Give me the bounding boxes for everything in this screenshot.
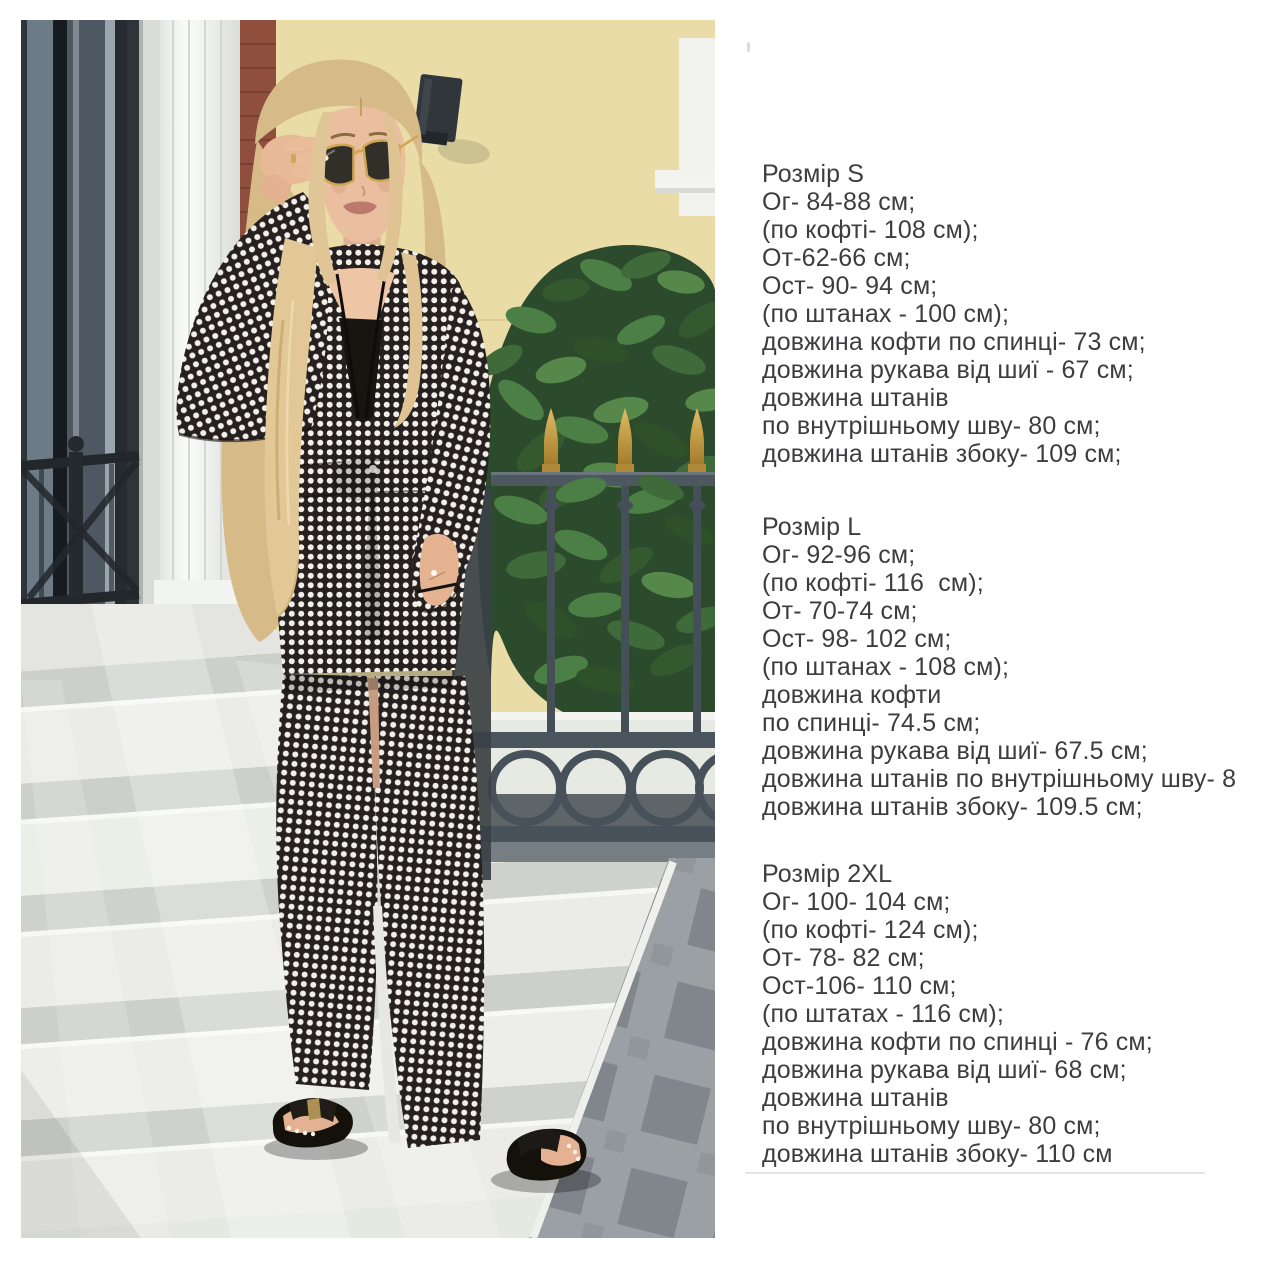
size-line: по внутрішньому шву- 80 см; bbox=[762, 1112, 1101, 1140]
size-line: довжина штанів збоку- 109 см; bbox=[762, 440, 1122, 468]
size-line: Ост- 90- 94 см; bbox=[762, 272, 938, 300]
size-line: Ост-106- 110 см; bbox=[762, 972, 957, 1000]
size-line: довжина штанів збоку- 109.5 см; bbox=[762, 793, 1143, 821]
size-line: (по штанах - 100 см); bbox=[762, 300, 1010, 328]
product-photo bbox=[21, 20, 715, 1238]
size-block-s bbox=[762, 160, 1280, 468]
size-title: Розмір L bbox=[762, 513, 862, 541]
size-line: довжина штанів по внутрішньому шву- 8 bbox=[762, 765, 1237, 793]
size-chart bbox=[762, 160, 1280, 1168]
size-line: довжина кофти по спинці- 73 см; bbox=[762, 328, 1146, 356]
belt-buckle bbox=[369, 465, 377, 473]
size-line: Ог- 84-88 см; bbox=[762, 188, 916, 216]
size-line: (по штанах - 108 см); bbox=[762, 653, 1010, 681]
size-line: (по штатах - 116 см); bbox=[762, 1000, 1004, 1028]
size-block-l bbox=[762, 513, 1280, 821]
planter bbox=[491, 712, 715, 828]
size-title: Розмір 2XL bbox=[762, 860, 893, 888]
left-sandal bbox=[273, 1098, 353, 1148]
size-title: Розмір S bbox=[762, 160, 865, 188]
size-line: довжина рукава від шиї - 67 см; bbox=[762, 356, 1134, 384]
size-line: (по кофті- 116 см); bbox=[762, 569, 984, 597]
size-line: Ост- 98- 102 см; bbox=[762, 625, 952, 653]
size-line: довжина рукава від шиї- 67.5 см; bbox=[762, 737, 1148, 765]
size-line: От- 78- 82 см; bbox=[762, 944, 925, 972]
size-line: довжина штанів bbox=[762, 384, 949, 412]
photo-illustration bbox=[21, 20, 715, 1238]
size-line: От- 70-74 см; bbox=[762, 597, 918, 625]
size-line: довжина кофти по спинці - 76 см; bbox=[762, 1028, 1153, 1056]
size-line: Ог- 100- 104 см; bbox=[762, 888, 951, 916]
gold-strap-detail bbox=[307, 1098, 321, 1120]
ring bbox=[291, 154, 296, 163]
size-line: довжина кофти bbox=[762, 681, 942, 709]
size-line: довжина штанів збоку- 110 см bbox=[762, 1140, 1113, 1168]
size-line: (по кофті- 124 см); bbox=[762, 916, 979, 944]
size-line: От-62-66 см; bbox=[762, 244, 911, 272]
size-line: довжина рукава від шиї- 68 см; bbox=[762, 1056, 1127, 1084]
size-line: довжина штанів bbox=[762, 1084, 949, 1112]
size-line: по внутрішньому шву- 80 см; bbox=[762, 412, 1101, 440]
divider bbox=[745, 1172, 1205, 1174]
artifact-mark bbox=[747, 42, 750, 52]
size-block-2xl bbox=[762, 860, 1280, 1168]
size-line: Ог- 92-96 см; bbox=[762, 541, 916, 569]
size-line: по спинці- 74.5 см; bbox=[762, 709, 981, 737]
size-line: (по кофті- 108 см); bbox=[762, 216, 979, 244]
